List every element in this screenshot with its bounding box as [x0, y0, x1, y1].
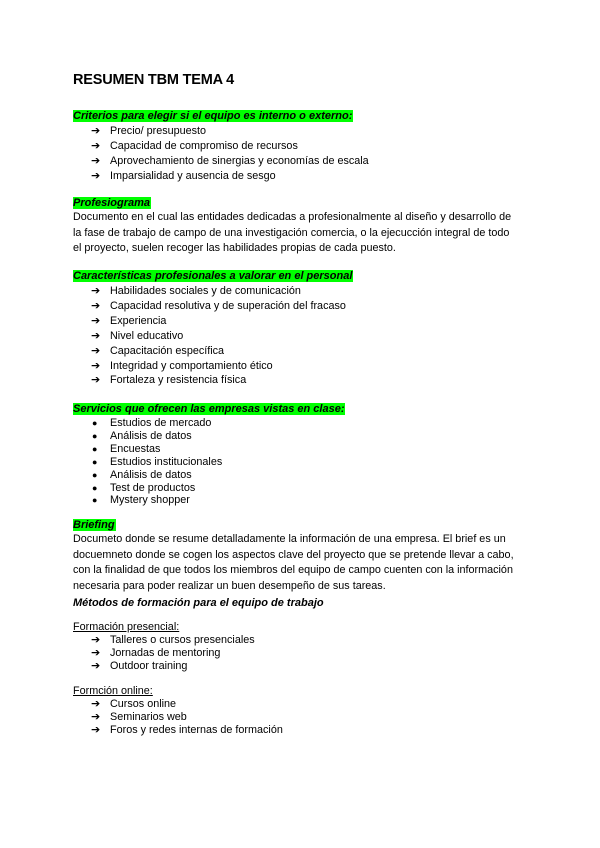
arrow-icon: ➔ — [91, 314, 101, 327]
criterios-list — [91, 124, 369, 184]
list-item: ➔ Outdoor training — [91, 659, 188, 672]
bullet-icon: ● — [92, 418, 98, 428]
caracteristicas-heading-text: Características profesionales a valorar en el personal — [73, 270, 353, 282]
profesiograma-heading-text: Profesiograma — [73, 197, 151, 209]
list-item: ➔ Jornadas de mentoring — [91, 646, 221, 659]
paragraph-line: con la finalidad de que todos los miembros del equipo de campo cuenten con la información — [73, 564, 513, 577]
bullet-icon: ● — [92, 495, 98, 506]
arrow-icon: ➔ — [91, 154, 101, 167]
arrow-icon: ➔ — [91, 723, 101, 736]
paragraph-line: el proyecto, suelen recoger las habilidades propias de cada puesto. — [73, 242, 396, 255]
servicios-list — [91, 417, 222, 507]
profesiograma-paragraph — [73, 210, 533, 257]
arrow-icon: ➔ — [91, 710, 101, 723]
arrow-icon: ➔ — [91, 634, 101, 646]
caracteristicas-heading — [73, 270, 353, 283]
list-item: ➔ Capacidad de compromiso de recursos — [91, 139, 298, 152]
list-item: ➔ Imparsialidad y ausencia de sesgo — [91, 169, 276, 182]
criterios-heading-text: Criterios para elegir si el equipo es interno o externo: — [73, 110, 353, 122]
bullet-icon: ● — [92, 456, 98, 467]
list-item: ● Test de productos — [92, 481, 196, 494]
presencial-label: Formación presencial: — [73, 621, 180, 633]
arrow-icon: ➔ — [91, 139, 101, 152]
paragraph-line: la fase de trabajo de campo de una investigación comercia, o la ejecucción integral de todo — [73, 226, 510, 239]
list-item: ➔ Aprovechamiento de sinergias y economías de escala — [91, 154, 369, 167]
list-item: ● Análisis de datos — [92, 429, 192, 442]
arrow-icon: ➔ — [91, 344, 101, 357]
arrow-icon: ➔ — [91, 125, 101, 137]
list-item: ➔ Seminarios web — [91, 710, 187, 723]
paragraph-line: necesaria para poder realizar un buen desempeño de sus tareas. — [73, 579, 386, 592]
profesiograma-heading — [73, 197, 151, 210]
metodos-heading: Métodos de formación para el equipo de trabajo — [73, 597, 324, 609]
presencial-list — [91, 634, 255, 673]
list-item: ● Análisis de datos — [92, 468, 192, 481]
criterios-heading — [73, 110, 353, 123]
list-item: ➔ Experiencia — [91, 314, 167, 327]
arrow-icon: ➔ — [91, 359, 101, 372]
arrow-icon: ➔ — [91, 329, 101, 342]
briefing-heading-text: Briefing — [73, 519, 115, 531]
bullet-icon: ● — [92, 482, 98, 493]
list-item: ● Encuestas — [92, 442, 161, 455]
paragraph-line: Documento en el cual las entidades dedicadas a profesionalmente al diseño y desarrollo de — [73, 211, 512, 223]
list-item: ➔ Integridad y comportamiento ético — [91, 359, 273, 372]
list-item: ➔ Cursos online — [91, 698, 177, 710]
servicios-heading — [73, 403, 345, 416]
list-item: ● Mystery shopper — [92, 494, 190, 507]
bullet-icon: ● — [92, 469, 98, 480]
list-item: ➔ Nivel educativo — [91, 329, 184, 342]
list-item: ➔ Fortaleza y resistencia física — [91, 374, 247, 387]
bullet-icon: ● — [92, 443, 98, 454]
list-item: ● Estudios de mercado — [92, 417, 212, 429]
briefing-paragraph — [73, 532, 543, 594]
arrow-icon: ➔ — [91, 169, 101, 182]
online-label: Formción online: — [73, 685, 153, 697]
arrow-icon: ➔ — [91, 299, 101, 312]
bullet-icon: ● — [92, 430, 98, 441]
list-item: ➔ Capacitación específica — [91, 344, 225, 357]
list-item: ➔ Capacidad resolutiva y de superación del fracaso — [91, 299, 346, 312]
list-item: ➔ Foros y redes internas de formación — [91, 723, 283, 736]
paragraph-line: Documeto donde se resume detalladamente la información de una empresa. El brief es un — [73, 533, 506, 545]
list-item: ➔ Habilidades sociales y de comunicación — [91, 285, 301, 297]
paragraph-line: docuemneto donde se cogen los aspectos clave del proyecto que se pretende llevar a cabo, — [73, 548, 514, 561]
arrow-icon: ➔ — [91, 374, 101, 387]
arrow-icon: ➔ — [91, 285, 101, 297]
online-list — [91, 698, 283, 737]
arrow-icon: ➔ — [91, 646, 101, 659]
caracteristicas-list — [91, 284, 346, 388]
list-item: ➔ Talleres o cursos presenciales — [91, 634, 255, 646]
arrow-icon: ➔ — [91, 659, 101, 672]
list-item: ● Estudios institucionales — [92, 455, 223, 468]
arrow-icon: ➔ — [91, 698, 101, 710]
document-title: RESUMEN TBM TEMA 4 — [73, 72, 235, 88]
list-item: ➔ Precio/ presupuesto — [91, 125, 207, 137]
servicios-heading-text: Servicios que ofrecen las empresas vistas en clase: — [73, 403, 345, 415]
briefing-heading — [73, 519, 116, 532]
